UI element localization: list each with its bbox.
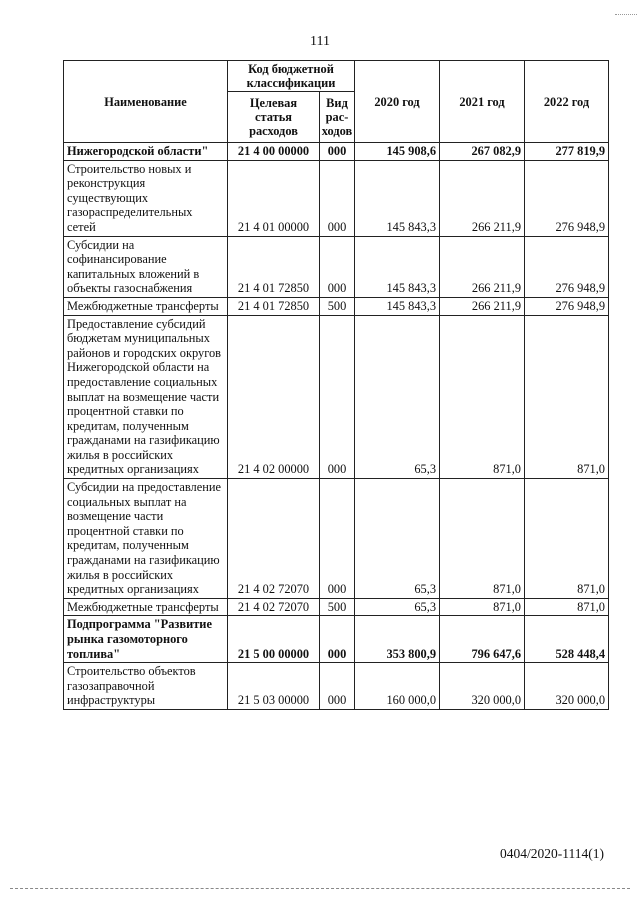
header-name: Наименование xyxy=(64,61,228,143)
row-name: Межбюджетные трансферты xyxy=(64,598,228,616)
row-expense-type: 000 xyxy=(320,616,355,663)
row-name: Субсидии на предоставление социальных выплат на возмещение части процентной ставки по кредитам, полученным гражданами на газификацию жилья в российских кредитных организациях xyxy=(64,479,228,599)
row-value-2020: 145 843,3 xyxy=(355,236,440,297)
row-code: 21 4 01 00000 xyxy=(228,160,320,236)
row-code: 21 5 03 00000 xyxy=(228,663,320,710)
table-row xyxy=(64,160,609,236)
header-budget-code: Код бюджетной классификации xyxy=(228,61,355,92)
row-name: Строительство новых и реконструкция существующих газораспределительных сетей xyxy=(64,160,228,236)
row-value-2020: 160 000,0 xyxy=(355,663,440,710)
table-row xyxy=(64,315,609,479)
row-code: 21 4 01 72850 xyxy=(228,236,320,297)
page-edge xyxy=(10,888,630,889)
row-code: 21 4 02 72070 xyxy=(228,479,320,599)
row-value-2022: 871,0 xyxy=(525,598,609,616)
budget-table xyxy=(63,60,609,710)
table-row xyxy=(64,663,609,710)
scan-mark xyxy=(615,14,637,15)
row-value-2020: 353 800,9 xyxy=(355,616,440,663)
row-value-2022: 528 448,4 xyxy=(525,616,609,663)
row-expense-type: 500 xyxy=(320,598,355,616)
row-expense-type: 000 xyxy=(320,479,355,599)
table-row xyxy=(64,479,609,599)
table-row xyxy=(64,598,609,616)
row-code: 21 4 02 72070 xyxy=(228,598,320,616)
header-year-2021: 2021 год xyxy=(440,61,525,143)
row-value-2020: 65,3 xyxy=(355,598,440,616)
row-value-2022: 276 948,9 xyxy=(525,297,609,315)
row-value-2022: 320 000,0 xyxy=(525,663,609,710)
table-row xyxy=(64,616,609,663)
row-value-2021: 266 211,9 xyxy=(440,297,525,315)
row-value-2021: 267 082,9 xyxy=(440,143,525,161)
table-body xyxy=(64,143,609,710)
row-value-2022: 276 948,9 xyxy=(525,160,609,236)
row-value-2020: 65,3 xyxy=(355,479,440,599)
row-value-2020: 145 908,6 xyxy=(355,143,440,161)
table-row xyxy=(64,143,609,161)
row-value-2020: 145 843,3 xyxy=(355,160,440,236)
row-expense-type: 000 xyxy=(320,143,355,161)
row-value-2022: 277 819,9 xyxy=(525,143,609,161)
row-name: Субсидии на софинансирование капитальных вложений в объекты газоснабжения xyxy=(64,236,228,297)
row-name: Строительство объектов газозаправочной инфраструктуры xyxy=(64,663,228,710)
table-row xyxy=(64,236,609,297)
header-target-article: Целевая статья расходов xyxy=(228,92,320,143)
row-name: Нижегородской области" xyxy=(64,143,228,161)
row-code: 21 5 00 00000 xyxy=(228,616,320,663)
row-value-2021: 320 000,0 xyxy=(440,663,525,710)
row-value-2022: 871,0 xyxy=(525,315,609,479)
row-value-2022: 276 948,9 xyxy=(525,236,609,297)
row-value-2020: 145 843,3 xyxy=(355,297,440,315)
row-value-2021: 871,0 xyxy=(440,315,525,479)
row-expense-type: 000 xyxy=(320,663,355,710)
row-value-2021: 796 647,6 xyxy=(440,616,525,663)
document-code: 0404/2020-1114(1) xyxy=(500,846,604,861)
row-name: Предоставление субсидий бюджетам муниципальных районов и городских округов Нижегородской области на предоставление социальных выплат на возмещение части процентной ставки по кредитам, полученным гражданами на газификацию жилья в российских кредитных организациях xyxy=(64,315,228,479)
row-code: 21 4 00 00000 xyxy=(228,143,320,161)
row-expense-type: 000 xyxy=(320,315,355,479)
header-expense-type: Вид рас-ходов xyxy=(320,92,355,143)
row-value-2020: 65,3 xyxy=(355,315,440,479)
page-number: 111 xyxy=(310,34,330,49)
row-value-2021: 871,0 xyxy=(440,479,525,599)
header-year-2022: 2022 год xyxy=(525,61,609,143)
row-expense-type: 500 xyxy=(320,297,355,315)
row-value-2021: 871,0 xyxy=(440,598,525,616)
row-expense-type: 000 xyxy=(320,236,355,297)
row-value-2022: 871,0 xyxy=(525,479,609,599)
row-code: 21 4 02 00000 xyxy=(228,315,320,479)
row-value-2021: 266 211,9 xyxy=(440,236,525,297)
row-value-2021: 266 211,9 xyxy=(440,160,525,236)
row-expense-type: 000 xyxy=(320,160,355,236)
header-year-2020: 2020 год xyxy=(355,61,440,143)
row-code: 21 4 01 72850 xyxy=(228,297,320,315)
row-name: Подпрограмма "Развитие рынка газомоторного топлива" xyxy=(64,616,228,663)
row-name: Межбюджетные трансферты xyxy=(64,297,228,315)
table-row xyxy=(64,297,609,315)
